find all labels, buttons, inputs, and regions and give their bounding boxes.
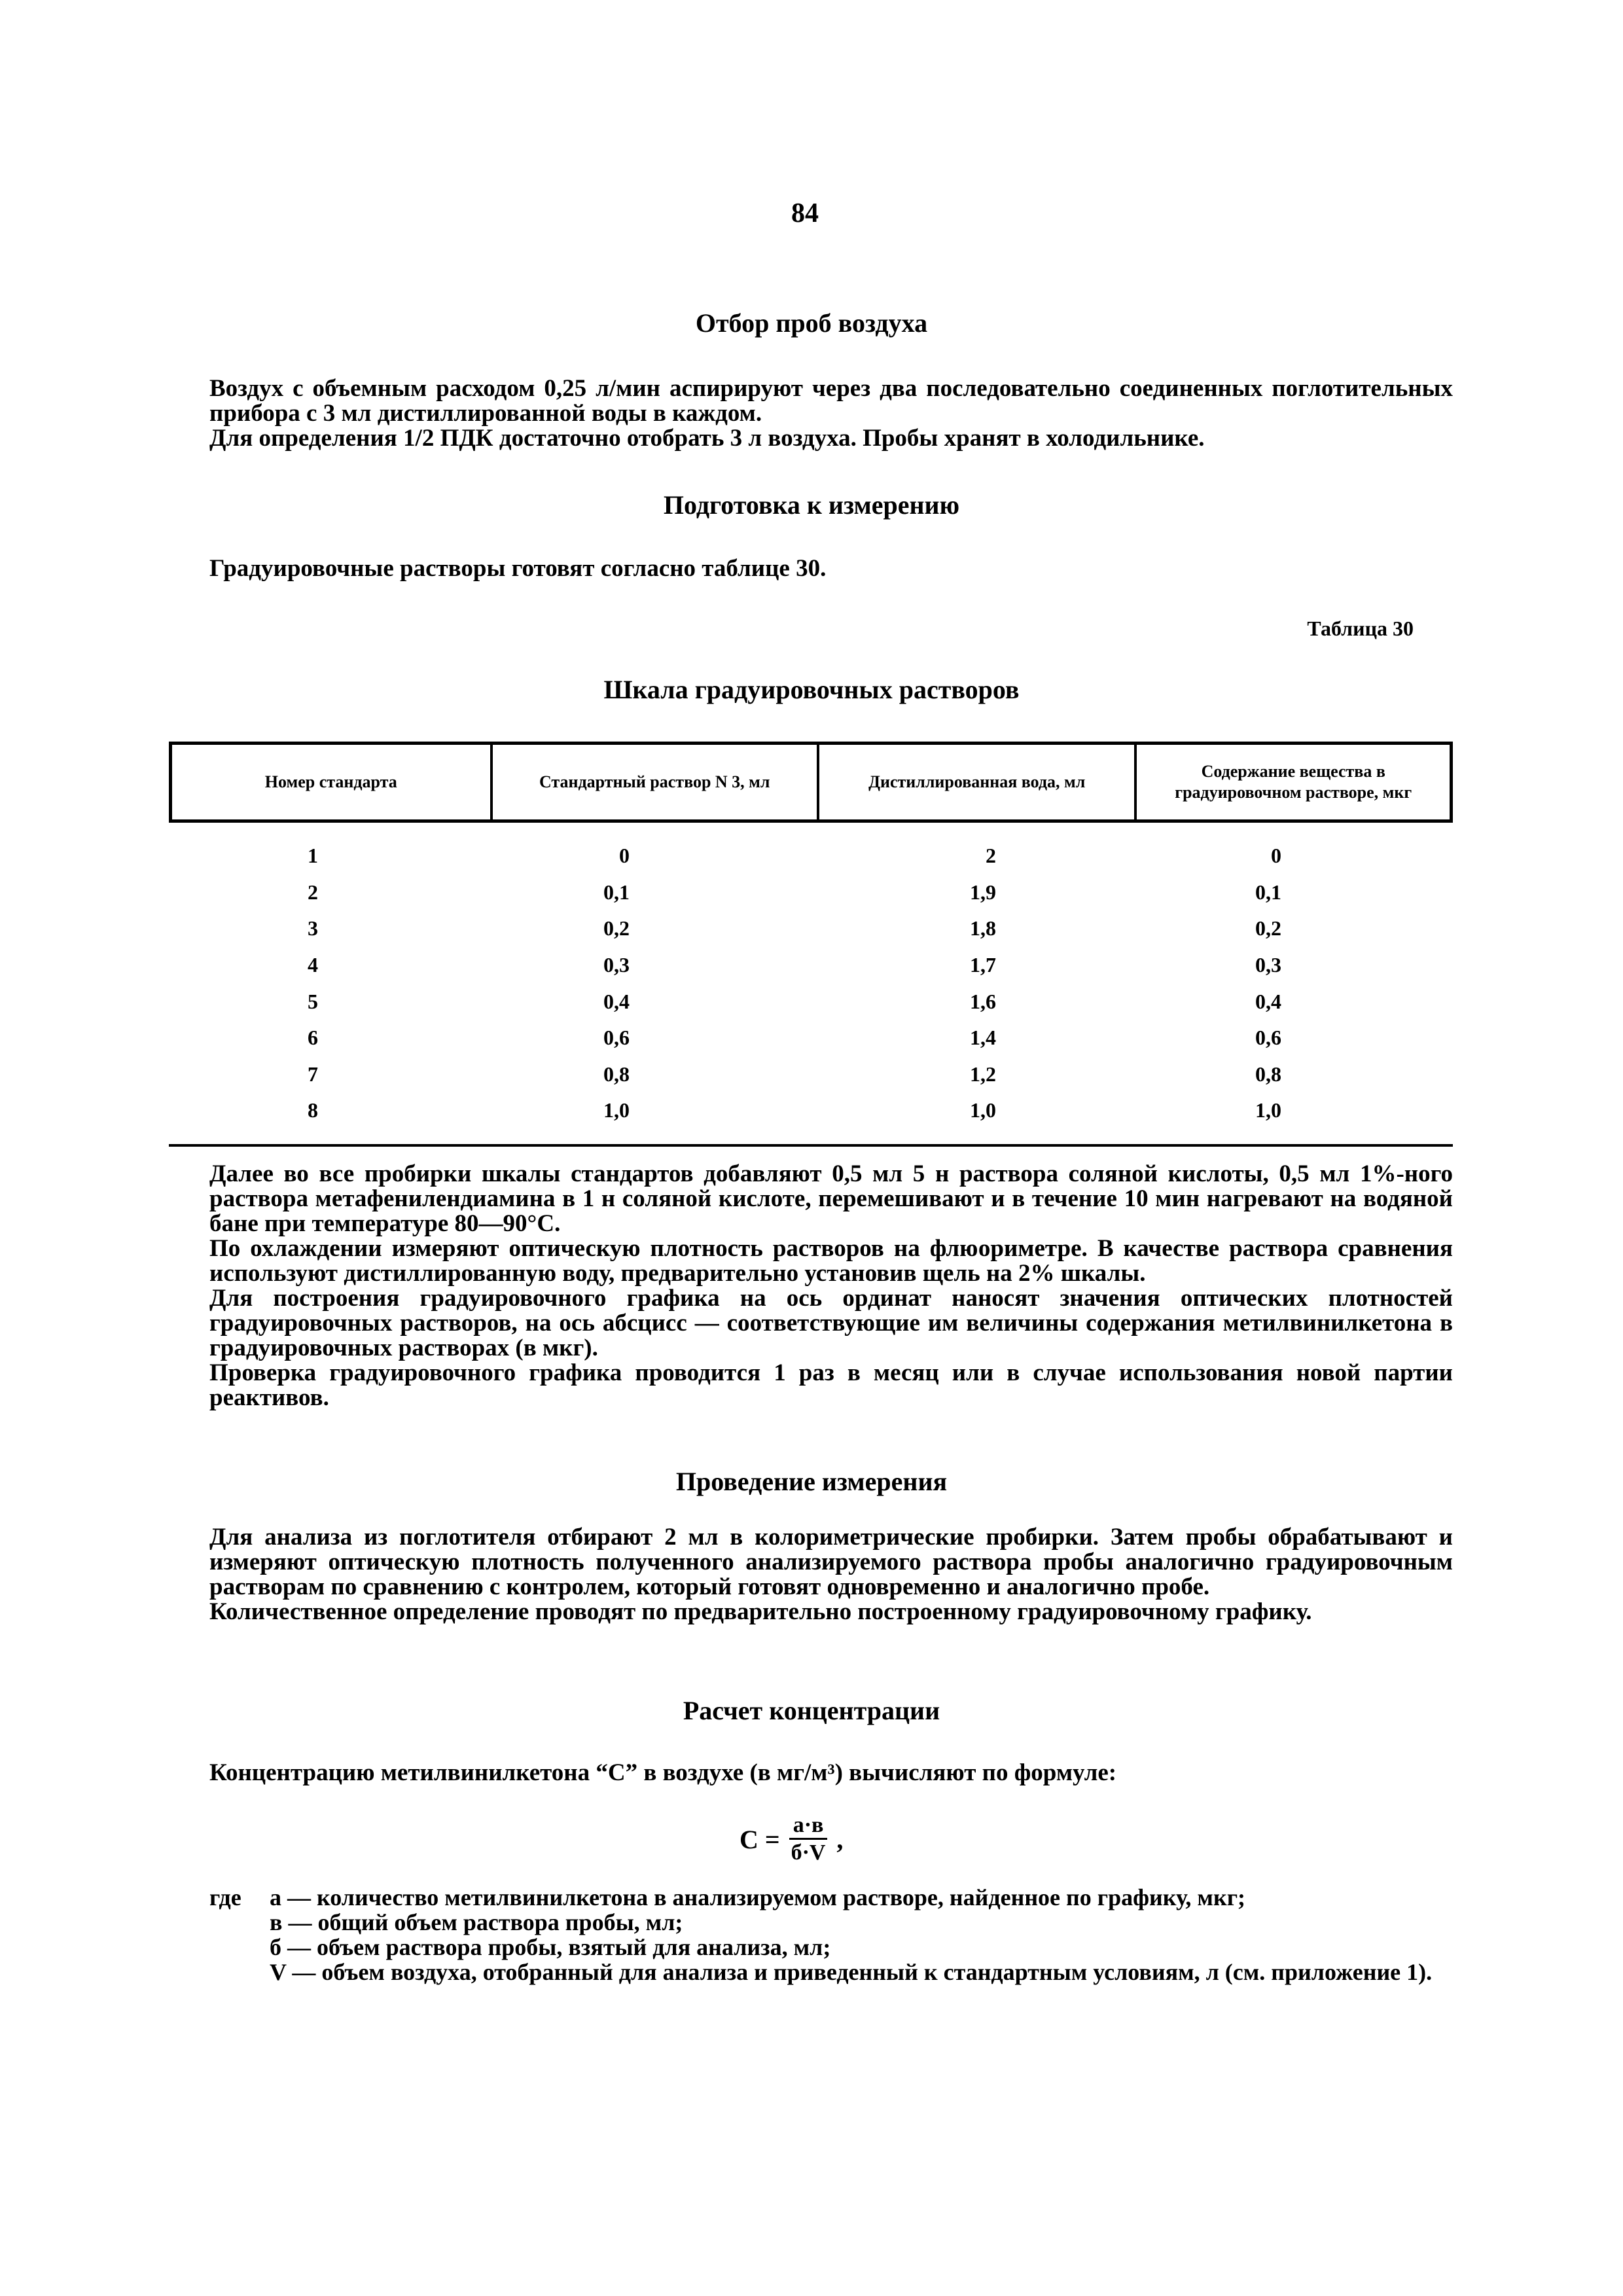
table-row xyxy=(169,838,1453,874)
table-cell: 0 xyxy=(619,844,630,868)
formula-legend xyxy=(209,1885,1432,1984)
table-cell: 0,4 xyxy=(603,989,630,1013)
paragraph: По охлаждении измеряют оптическую плотность растворов на флюориметре. В качестве раствора сравнения используют дистиллированную воду, предварительно установив щель на 2% шкалы. xyxy=(209,1235,1453,1287)
header-cell: Содержание вещества в градуировочном растворе, мкг xyxy=(1134,745,1450,819)
table-title: Шкала градуировочных растворов xyxy=(603,675,1020,704)
table-cell: 1,0 xyxy=(970,1098,996,1122)
table-cell: 0,1 xyxy=(603,880,630,904)
page-number: 84 xyxy=(791,198,819,228)
table-cell: 8 xyxy=(308,1098,318,1122)
legend-intro: где xyxy=(209,1884,241,1910)
table-cell: 1,2 xyxy=(970,1062,996,1086)
table-number: Таблица 30 xyxy=(1307,617,1414,640)
paragraph: Далее во все пробирки шкалы стандартов добавляют 0,5 мл 5 н раствора соляной кислоты, 0,5 мл 1%-ного раствора метафенилендиамина в 1 н соляной кислоте, перемешивают и в течение 10 мин нагревают на водяной бане при температуре 80—90°С. xyxy=(209,1160,1453,1237)
table-cell: 0,2 xyxy=(1255,916,1281,941)
table-row xyxy=(169,874,1453,911)
calculation-text xyxy=(209,1761,1453,1785)
measurement-text xyxy=(209,1525,1453,1624)
table-cell: 1,0 xyxy=(603,1098,630,1122)
legend-row xyxy=(209,1910,1432,1935)
table-cell: 2 xyxy=(986,844,996,868)
table-cell: 1,6 xyxy=(970,989,996,1013)
heading-calculation: Расчет концентрации xyxy=(683,1696,940,1725)
heading-preparation: Подготовка к измерению xyxy=(663,490,960,520)
legend-item: V — объем воздуха, отобранный для анализа и приведенный к стандартным условиям, л (см. приложение 1). xyxy=(270,1959,1433,1985)
table-cell: 0,2 xyxy=(603,916,630,941)
legend-item: а — количество метилвинилкетона в анализируемом растворе, найденное по графику, мкг; xyxy=(270,1884,1246,1910)
legend-row xyxy=(209,1960,1432,1984)
table-cell: 5 xyxy=(308,989,318,1013)
table-cell: 0,3 xyxy=(603,953,630,977)
table-cell: 1,0 xyxy=(1255,1098,1281,1122)
formula-fraction xyxy=(789,1813,828,1866)
paragraph: Для анализа из поглотителя отбирают 2 мл в колориметрические пробирки. Затем пробы обрабатывают и измеряют оптическую плотность полученного анализируемого раствора пробы аналогично градуировочным растворам по сравнению с контролем, который готовят одновременно и аналогично пробе. xyxy=(209,1524,1453,1600)
legend-row xyxy=(209,1885,1432,1910)
table-cell: 1,9 xyxy=(970,880,996,904)
air-sampling-text xyxy=(209,376,1453,451)
table-cell: 0,8 xyxy=(1255,1062,1281,1086)
table-row xyxy=(169,1056,1453,1093)
table-cell: 1,7 xyxy=(970,953,996,977)
table-cell: 0,6 xyxy=(603,1026,630,1050)
table-row xyxy=(169,983,1453,1020)
table-header xyxy=(169,742,1453,823)
table-cell: 2 xyxy=(308,880,318,904)
heading-air-sampling: Отбор проб воздуха xyxy=(695,308,928,338)
paragraph: Для построения градуировочного графика на ось ординат наносят значения оптических плотностей градуировочных растворов, на ось абсцисс — соответствующие им величины содержания метилвинилкетона в градуировочных растворах (в мкг). xyxy=(209,1285,1453,1361)
table-row xyxy=(169,1092,1453,1129)
table-row xyxy=(169,947,1453,984)
table-cell: 6 xyxy=(308,1026,318,1050)
table-cell: 0,6 xyxy=(1255,1026,1281,1050)
header-cell: Номер стандарта xyxy=(264,772,397,791)
table-cell: 0,4 xyxy=(1255,989,1281,1013)
formula-denominator: б·V xyxy=(791,1840,826,1865)
table-cell: 1,8 xyxy=(970,916,996,941)
table-cell: 1,4 xyxy=(970,1026,996,1050)
table-cell: 0,1 xyxy=(1255,880,1281,904)
formula-lhs: С = xyxy=(740,1825,780,1854)
after-table-text xyxy=(209,1162,1453,1410)
table-cell: 1 xyxy=(308,844,318,868)
paragraph: Проверка градуировочного графика проводится 1 раз в месяц или в случае использования новой партии реактивов. xyxy=(209,1359,1453,1411)
header-cell: Дистиллированная вода, мл xyxy=(817,745,1135,819)
table-cell: 0 xyxy=(1271,844,1281,868)
concentration-formula xyxy=(740,1813,843,1866)
legend-item: в — общий объем раствора пробы, мл; xyxy=(270,1909,683,1935)
paragraph: Концентрацию метилвинилкетона “С” в воздухе (в мг/м³) вычисляют по формуле: xyxy=(209,1759,1117,1786)
preparation-text xyxy=(209,556,1453,581)
legend-row xyxy=(209,1935,1432,1960)
paragraph: Воздух с объемным расходом 0,25 л/мин аспирируют через два последовательно соединенных поглотительных прибора с 3 мл дистиллированной воды в каждом. xyxy=(209,375,1453,427)
formula-tail: , xyxy=(836,1825,844,1854)
table-cell: 4 xyxy=(308,953,318,977)
formula-numerator: а·в xyxy=(789,1813,828,1840)
paragraph: Количественное определение проводят по предварительно построенному градуировочному графику. xyxy=(209,1598,1312,1625)
paragraph: Градуировочные растворы готовят согласно таблице 30. xyxy=(209,555,827,582)
table-row xyxy=(169,1020,1453,1056)
table-row xyxy=(169,910,1453,947)
legend-item: б — объем раствора пробы, взятый для анализа, мл; xyxy=(270,1934,831,1960)
table-bottom-rule xyxy=(169,1144,1453,1147)
header-cell: Стандартный раствор N 3, мл xyxy=(490,745,817,819)
paragraph: Для определения 1/2 ПДК достаточно отобрать 3 л воздуха. Пробы хранят в холодильнике. xyxy=(209,425,1205,452)
table-cell: 7 xyxy=(308,1062,318,1086)
table-cell: 0,8 xyxy=(603,1062,630,1086)
table-cell: 3 xyxy=(308,916,318,941)
heading-measurement: Проведение измерения xyxy=(675,1467,948,1496)
table-cell: 0,3 xyxy=(1255,953,1281,977)
table-body xyxy=(169,838,1453,1129)
